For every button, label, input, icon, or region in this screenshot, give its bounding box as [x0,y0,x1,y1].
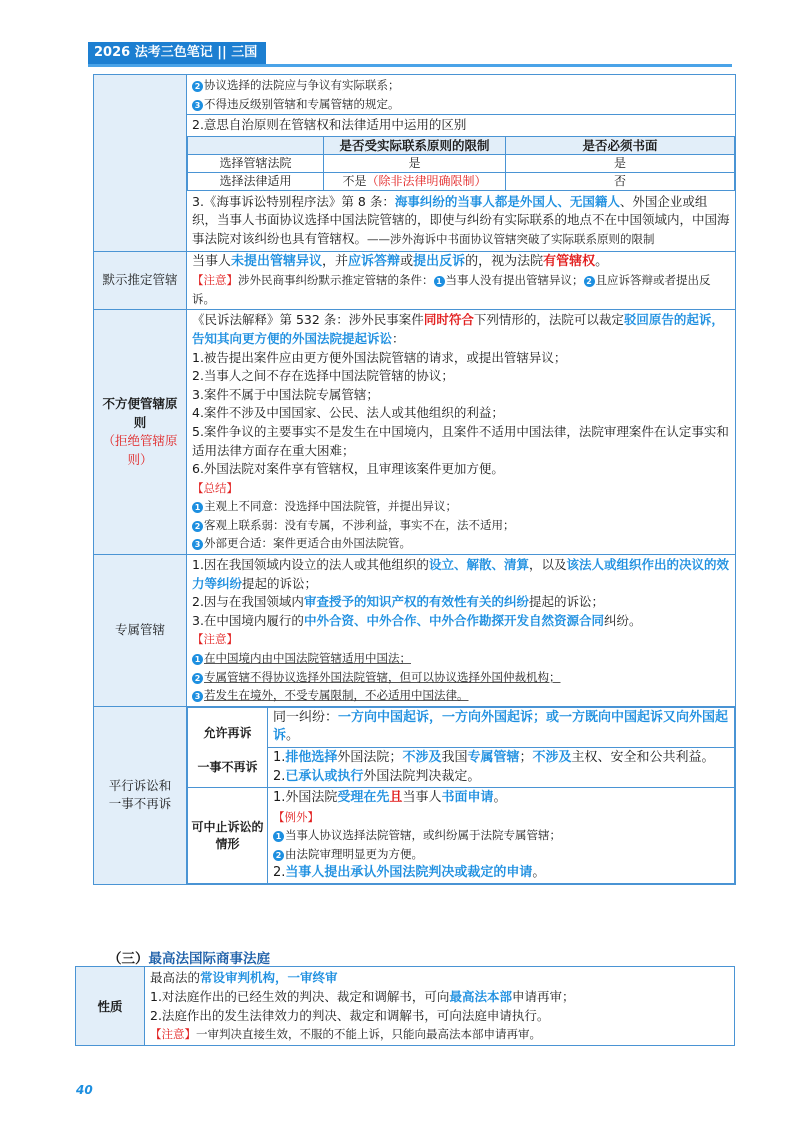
agreement-point-2: 协议选择的法院应与争议有实际联系； [204,78,400,92]
agreement-row [94,75,736,252]
inconvenient-summary: 【总结】 1 主观上不同意：没选择中国法院管，并提出异议； 2 客观上联系弱：没有专属，不涉利益，事实不在，法不适用； 3 外部更合适：案件更适合由外国法院管。 [192,480,515,551]
inconvenient-content: 《民诉法解释》第 532 条：涉外民事案件同时符合下列情形的，法院可以裁定驳回原告的起诉，告知其向更方便的外国法院提起诉讼： 1.被告提出案件应由更方便外国法院管辖的请求，或提出管辖异议； 2.当事人之间不存在选择中国法院管辖的协议； 3.案件不属于中国法院专属管辖； 4.案件不涉及中国国家、公民、法人或其他组织的利益； 5.案件争议的主要事实不是发生在中国境内，且案件不适用中国法律，法院审理案件在认定事实和适用法律方面存在重大困难； 6.外国法院对案件享有管辖权，且审理该案件更加方便。 【总结】 1 主观上不同意：没选择中国法院管，并提出异议； 2 客观上联系弱：没有专属，不涉利益，事实不在，法不适用； 3 外部更合适：案件更适合由外国法院管。 [187,310,736,555]
default-label: 默示推定管辖 [94,251,187,310]
circle-num-1-icon: 1 [434,276,445,287]
allow-relitigation-label: 允许再诉 [188,707,268,747]
circle-num-3-icon: 3 [192,691,203,702]
exclusive-jurisdiction-row [94,555,736,707]
circle-num-3-icon: 3 [192,539,203,550]
parallel-litigation-row [94,706,736,884]
inconvenient-label: 不方便管辖原则 （拒绝管辖原则） [94,310,187,555]
default-note: 【注意】涉外民商事纠纷默示推定管辖的条件： 1 当事人没有提出管辖异议； 2 且应诉答辩或者提出反诉。 [192,273,711,306]
no-relitigation-text: 1.排他选择外国法院；不涉及我国专属管辖；不涉及主权、安全和公共利益。 2.已承认或执行外国法院判决裁定。 [268,748,735,788]
compare-row2-c2: 否 [506,172,735,190]
header-divider [88,64,732,67]
header-title: 2026 法考三色笔记 || 三国 [94,45,258,60]
allow-relitigation-text: 同一纠纷：一方向中国起诉，一方向外国起诉；或一方既向中国起诉又向外国起诉。 [268,707,735,747]
agreement-compare-table [187,136,735,191]
exclusive-content: 1.因在我国领域内设立的法人或其他组织的设立、解散、清算，以及该法人或组织作出的决议的效力等纠纷提起的诉讼； 2.因与在我国领域内审查授予的知识产权的有效性有关的纠纷提起的诉讼； 3.在中国境内履行的中外合资、中外合作、中外合作勘探开发自然资源合同纠纷。 【注意】 1 在中国境内由中国法院管辖适用中国法； 2 专属管辖不得协议选择外国法院管辖，但可以协议选择外国仲裁机构； 3 若发生在境外，不受专属限制，不必适用中国法律。 [187,555,736,707]
compare-row2-c1: 不是（除非法律明确限制） [324,172,506,190]
header-title-bar [88,42,266,64]
section-heading: （三）最高法国际商事法庭 [108,951,270,967]
circle-num-1-icon: 1 [192,654,203,665]
compare-row1-c2: 是 [506,154,735,172]
commercial-court-table [75,966,735,1046]
inconvenient-item: 5.案件争议的主要事实不是发生在中国境内，且案件不适用中国法律，法院审理案件在认定事实和适用法律方面存在重大困难； [192,423,729,458]
jurisdiction-table [93,74,736,885]
circle-num-3-icon: 3 [192,100,203,111]
inconvenient-item: 6.外国法院对案件享有管辖权，且审理该案件更加方便。 [192,461,504,477]
inconvenient-item: 1.被告提出案件应由更方便外国法院管辖的请求，或提出管辖异议； [192,349,567,365]
suspend-litigation-text: 1.外国法院受理在先且当事人书面申请。 【例外】 1 当事人协议选择法院管辖，或纠纷属于法院专属管辖； 2 由法院审理明显更为方便。 2.当事人提出承认外国法院判决或裁定的申请。 [268,788,735,884]
page-number: 40 [76,1083,93,1097]
compare-col2: 是否必须书面 [506,136,735,154]
exclusive-notes: 【注意】 1 在中国境内由中国法院管辖适用中国法； 2 专属管辖不得协议选择外国法院管辖，但可以协议选择外国仲裁机构； 3 若发生在境外，不受专属限制，不必适用中国法律。 [192,632,561,703]
agreement-points [187,75,735,114]
default-jurisdiction-row [94,251,736,310]
circle-num-2-icon: 2 [584,276,595,287]
compare-row1-label: 选择管辖法院 [188,154,324,172]
circle-num-2-icon: 2 [192,673,203,684]
inconvenient-item: 4.案件不涉及中国国家、公民、法人或其他组织的利益； [192,405,504,421]
default-content: 当事人未提出管辖异议，并应诉答辩或提出反诉的，视为法院有管辖权。 【注意】涉外民商事纠纷默示推定管辖的条件： 1 当事人没有提出管辖异议； 2 且应诉答辩或者提出反诉。 [187,251,736,310]
compare-row1-c1: 是 [324,154,506,172]
compare-col1: 是否受实际联系原则的限制 [324,136,506,154]
suspend-litigation-label: 可中止诉讼的情形 [188,788,268,884]
agreement-diff-title: 2.意思自治原则在管辖权和法律适用中运用的区别 [187,114,735,136]
circle-num-1-icon: 1 [192,502,203,513]
parallel-content [187,706,736,884]
maritime-paragraph: 3.《海事诉讼特别程序法》第 8 条：海事纠纷的当事人都是外国人、无国籍人、外国企业或组织，当事人书面协议选择中国法院管辖的，即使与纠纷有实际联系的地点不在中国领域内，中国海事法院对该纠纷也具有管辖权。——涉外海诉中书面协议管辖突破了实际联系原则的限制 [192,193,730,246]
exclusive-label: 专属管辖 [94,555,187,707]
circle-num-2-icon: 2 [273,850,284,861]
circle-num-1-icon: 1 [273,831,284,842]
compare-row2-label: 选择法律适用 [188,172,324,190]
inconvenient-item: 3.案件不属于中国法院专属管辖； [192,386,379,402]
circle-num-2-icon: 2 [192,521,203,532]
nature-content: 最高法的常设审判机构，一审终审 1.对法庭作出的已经生效的判决、裁定和调解书，可向最高法本部申请再审； 2.法庭作出的发生法律效力的判决、裁定和调解书，可向法庭申请执行。 【注意】一审判决直接生效，不服的不能上诉，只能向最高法本部申请再审。 [145,967,735,1046]
parallel-subtable [187,707,735,884]
nature-label: 性质 [76,967,145,1046]
parallel-label: 平行诉讼和一事不再诉 [94,706,187,884]
agreement-label-cell [94,75,187,252]
agreement-content [187,75,736,252]
no-relitigation-label: 一事不再诉 [188,748,268,788]
agreement-point-3: 不得违反级别管辖和专属管辖的规定。 [204,96,400,111]
circle-num-2-icon: 2 [192,81,203,92]
inconvenient-item: 2.当事人之间不存在选择中国法院管辖的协议； [192,368,454,384]
inconvenient-forum-row [94,310,736,555]
